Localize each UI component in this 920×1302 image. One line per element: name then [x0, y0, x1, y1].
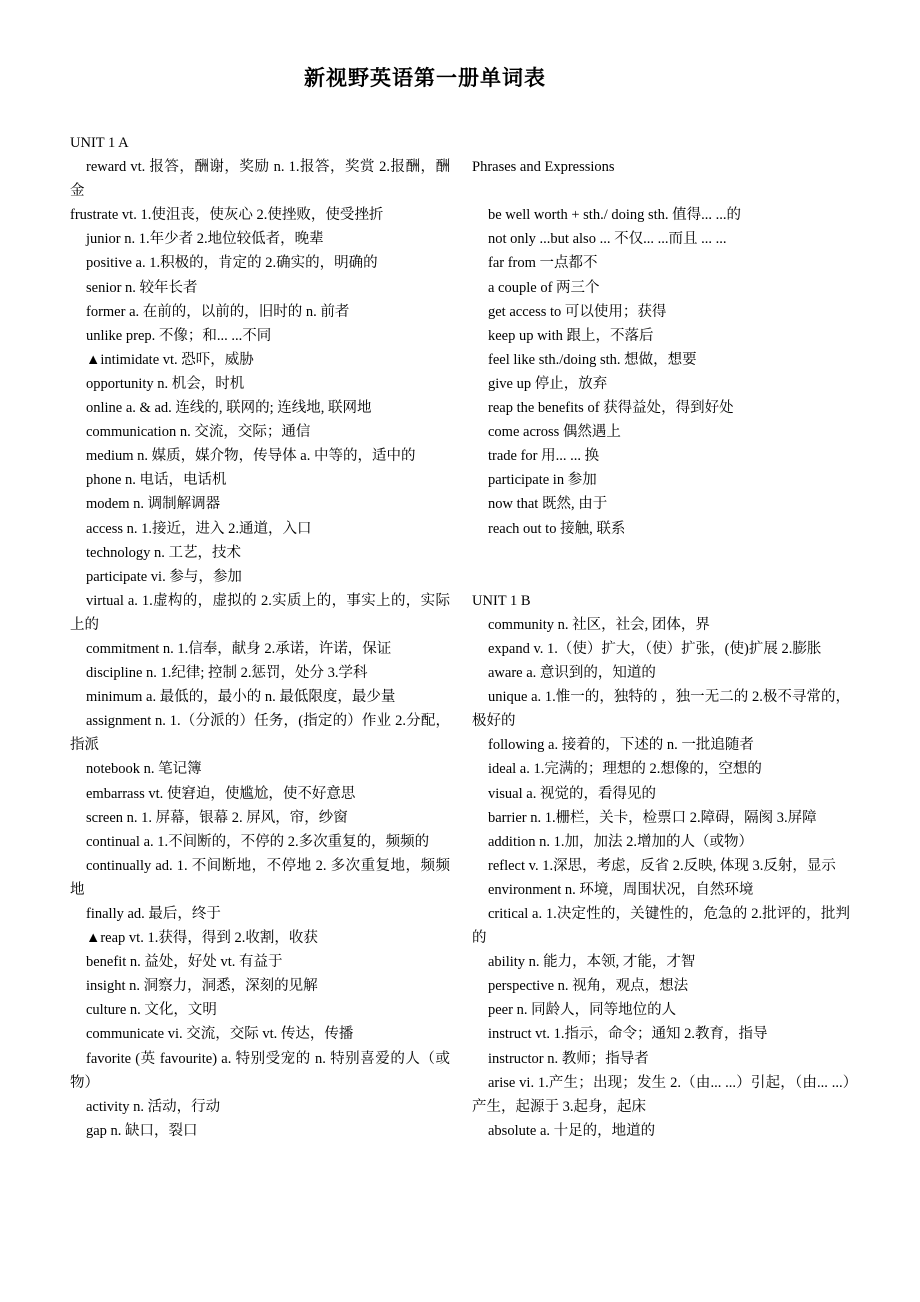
vocab-entry: screen n. 1. 屏幕，银幕 2. 屏风，帘，纱窗: [86, 809, 348, 826]
vocab-entry: continual a. 1.不间断的，不停的 2.多次重复的，频频的: [86, 833, 430, 850]
vocab-entry: instruct vt. 1.指示，命令；通知 2.教育，指导: [488, 1026, 768, 1043]
vocab-entry: gap n. 缺口，裂口: [86, 1122, 198, 1139]
vocab-entry: absolute a. 十足的，地道的: [488, 1122, 656, 1139]
page-title: 新视野英语第一册单词表: [304, 66, 546, 90]
vocab-entry: benefit n. 益处，好处 vt. 有益于: [86, 954, 283, 971]
vocab-entry: unlike prep. 不像；和... ...不同: [86, 327, 272, 344]
unit-1a-heading: UNIT 1 A: [70, 135, 129, 151]
vocab-entry: arise vi. 1.产生；出现；发生 2.（由... ...）引起，（由... ...）产生，起源于 3.起身，起床: [472, 1074, 850, 1115]
vocab-entry: following a. 接着的，下述的 n. 一批追随者: [488, 737, 754, 754]
blank-line: [472, 131, 850, 155]
vocab-entry: access n. 1.接近，进入 2.通道，入口: [86, 520, 312, 537]
vocab-entry: embarrass vt. 使窘迫，使尴尬，使不好意思: [86, 785, 356, 802]
phrase-entry: a couple of 两三个: [488, 279, 600, 296]
vocab-entry: phone n. 电话，电话机: [86, 472, 227, 489]
phrase-entry: keep up with 跟上，不落后: [488, 327, 654, 344]
unit-1b-heading: UNIT 1 B: [472, 592, 531, 609]
phrase-entry: get access to 可以使用；获得: [488, 303, 667, 320]
vocab-entry: culture n. 文化，文明: [86, 1002, 217, 1019]
phrase-entry: trade for 用... ... 换: [488, 448, 600, 465]
vocab-entry: ideal a. 1.完满的；理想的 2.想像的，空想的: [488, 761, 762, 778]
vocab-entry: instructor n. 教师；指导者: [488, 1050, 649, 1067]
phrase-entry: not only ...but also ... 不仅... ...而且 ... ...: [488, 231, 727, 248]
vocab-entry: modem n. 调制解调器: [86, 496, 221, 513]
vocab-entry: insight n. 洞察力，洞悉，深刻的见解: [86, 978, 318, 995]
vocab-entry: online a. & ad. 连线的, 联网的; 连线地, 联网地: [86, 400, 372, 417]
vocab-entry: aware a. 意识到的，知道的: [488, 665, 656, 682]
vocab-entry: notebook n. 笔记簿: [86, 761, 202, 778]
vocab-entry: participate vi. 参与，参加: [86, 568, 242, 585]
vocab-entry: discipline n. 1.纪律; 控制 2.惩罚，处分 3.学科: [86, 665, 368, 682]
phrase-entry: far from 一点都不: [488, 255, 598, 272]
vocab-entry: assignment n. 1.（分派的）任务，(指定的）作业 2.分配，指派: [70, 713, 450, 754]
phrase-entry: give up 停止，放弃: [488, 375, 608, 392]
vocab-entry: unique a. 1.惟一的，独特的 ，独一无二的 2.极不寻常的，极好的: [472, 689, 850, 730]
vocab-entry: commitment n. 1.信奉，献身 2.承诺，许诺，保证: [86, 640, 392, 657]
vocab-entry: reflect v. 1.深思，考虑，反省 2.反映, 体现 3.反射，显示: [488, 857, 836, 874]
vocab-entry: peer n. 同龄人，同等地位的人: [488, 1002, 677, 1019]
vocab-entry: ability n. 能力，本领, 才能，才智: [488, 954, 696, 971]
vocab-entry: community n. 社区，社会, 团体，界: [488, 616, 710, 633]
vocab-entry: virtual a. 1.虚构的，虚拟的 2.实质上的，事实上的，实际上的: [70, 592, 450, 633]
vocab-entry: junior n. 1.年少者 2.地位较低者，晚辈: [86, 231, 324, 248]
phrase-entry: reap the benefits of 获得益处，得到好处: [488, 400, 734, 417]
vocab-entry: former a. 在前的，以前的，旧时的 n. 前者: [86, 303, 350, 320]
vocab-entry: critical a. 1.决定性的，关键性的，危急的 2.批评的，批判的: [472, 906, 850, 947]
phrase-entry: now that 既然, 由于: [488, 496, 608, 513]
vocab-entry: finally ad. 最后，终于: [86, 906, 221, 922]
vocab-entry: visual a. 视觉的，看得见的: [488, 785, 656, 802]
left-column: [70, 131, 450, 1143]
phrase-entry: feel like sth./doing sth. 想做，想要: [488, 351, 697, 368]
vocab-entry: addition n. 1.加，加法 2.增加的人（或物）: [488, 833, 754, 850]
blank-line: [472, 565, 850, 589]
vocab-entry: environment n. 环境，周围状况，自然环境: [488, 881, 754, 898]
phrase-entry: reach out to 接触, 联系: [488, 520, 626, 537]
vocab-entry: barrier n. 1.栅栏，关卡，检票口 2.障碍，隔阂 3.屏障: [488, 809, 817, 826]
vocab-entry: medium n. 媒质，媒介物，传导体 a. 中等的，适中的: [86, 448, 416, 465]
phrases-heading: Phrases and Expressions: [472, 159, 615, 176]
vocab-entry: senior n. 较年长者: [86, 279, 198, 296]
vocab-entry: continually ad. 1. 不间断地，不停地 2. 多次重复地，频频地: [70, 857, 450, 898]
vocab-entry: perspective n. 视角，观点，想法: [488, 978, 689, 995]
vocab-entry: favorite (英 favourite) a. 特别受宠的 n. 特别喜爱的人（或物）: [70, 1050, 450, 1091]
vocab-entry: ▲reap vt. 1.获得，得到 2.收割，收获: [86, 930, 318, 947]
phrase-entry: be well worth + sth./ doing sth. 值得... ...的: [488, 207, 742, 224]
vocab-entry: ▲intimidate vt. 恐吓，威胁: [86, 351, 254, 368]
vocab-entry: communicate vi. 交流，交际 vt. 传达，传播: [86, 1026, 354, 1043]
blank-line: [472, 541, 850, 565]
vocab-entry: expand v. 1.（使）扩大，（使）扩张，(使)扩展 2.膨胀: [488, 640, 822, 657]
vocab-entry: reward vt. 报答，酬谢，奖励 n. 1.报答，奖赏 2.报酬，酬金: [70, 159, 450, 200]
vocab-entry: frustrate vt. 1.使沮丧，使灰心 2.使挫败，使受挫折: [70, 207, 384, 224]
right-column: [472, 131, 850, 1143]
vocab-entry: opportunity n. 机会，时机: [86, 375, 245, 392]
vocab-entry: technology n. 工艺，技术: [86, 544, 242, 561]
vocab-entry: communication n. 交流，交际；通信: [86, 424, 311, 441]
vocab-entry: positive a. 1.积极的，肯定的 2.确实的，明确的: [86, 255, 378, 272]
vocab-entry: activity n. 活动，行动: [86, 1098, 221, 1115]
blank-line: [472, 179, 850, 203]
phrase-entry: come across 偶然遇上: [488, 424, 621, 441]
vocab-entry: minimum a. 最低的，最小的 n. 最低限度，最少量: [86, 689, 396, 706]
phrase-entry: participate in 参加: [488, 472, 597, 489]
